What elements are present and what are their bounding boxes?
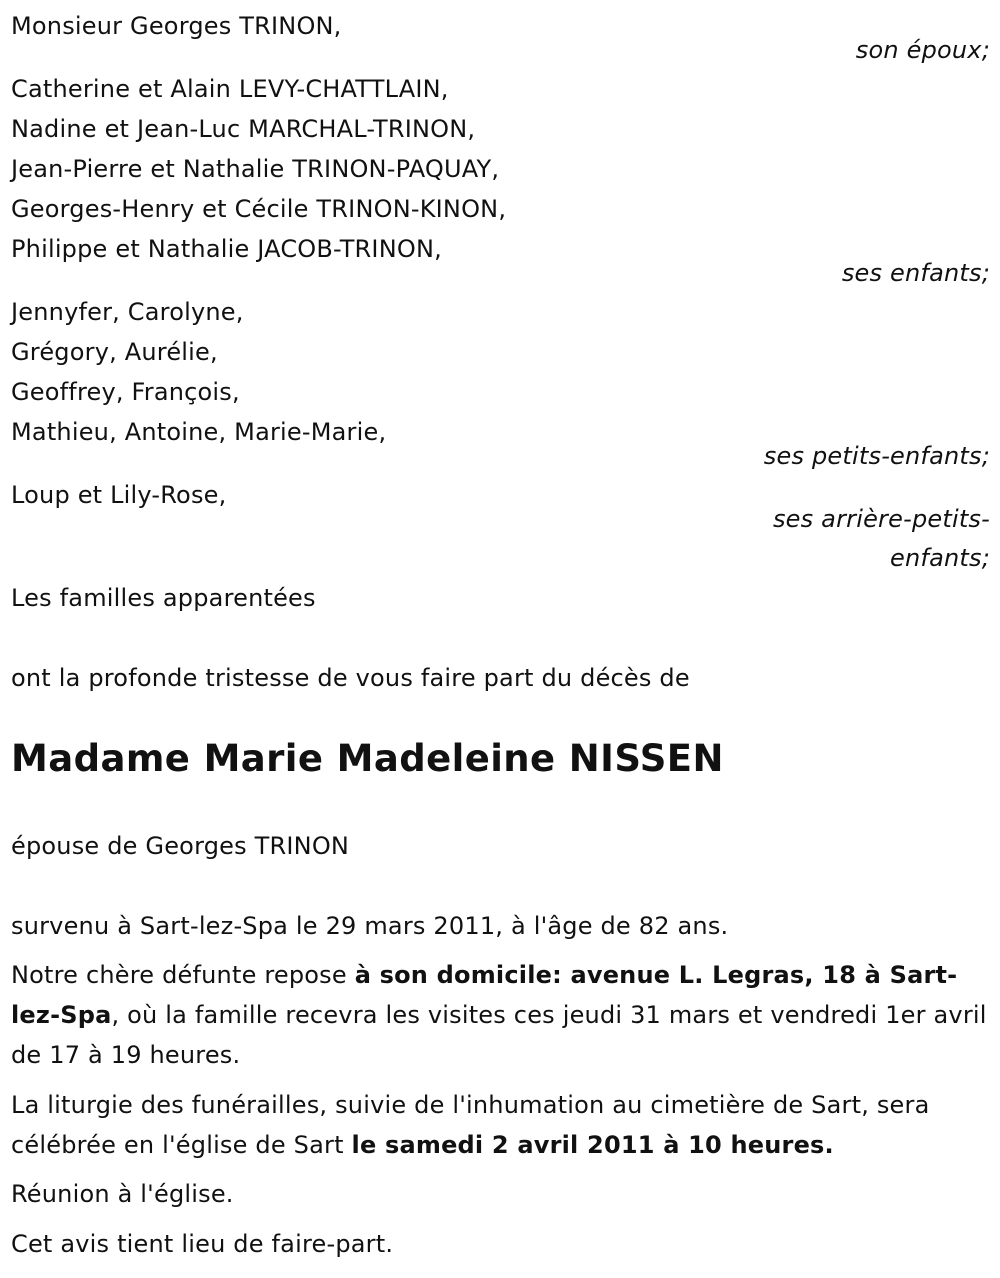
- repose-paragraph: [11, 955, 996, 1075]
- liturgy-paragraph: [11, 1085, 996, 1165]
- grandchildren-line: Jennyfer, Carolyne,: [11, 298, 244, 326]
- meeting-info: Réunion à l'église.: [11, 1180, 234, 1208]
- child-couple: Catherine et Alain LEVY-CHATTLAIN,: [11, 75, 449, 103]
- children-role: ses enfants;: [841, 259, 990, 287]
- spouse-name: Monsieur Georges TRINON,: [11, 12, 342, 40]
- great-grandchildren-role-cont: enfants;: [890, 544, 990, 572]
- deceased-name: Madame Marie Madeleine NISSEN: [11, 737, 724, 780]
- liturgy-text: La liturgie des funérailles, suivie de l'inhumation au cimetière de Sart, sera célébrée en l'église de Sart: [11, 1091, 930, 1159]
- spouse-role: son époux;: [855, 36, 990, 64]
- child-couple: Georges-Henry et Cécile TRINON-KINON,: [11, 195, 507, 223]
- grandchildren-line: Mathieu, Antoine, Marie-Marie,: [11, 418, 387, 446]
- child-couple: Nadine et Jean-Luc MARCHAL-TRINON,: [11, 115, 476, 143]
- child-couple: Philippe et Nathalie JACOB-TRINON,: [11, 235, 442, 263]
- repose-address: à son domicile: avenue L. Legras, 18 à Sart-lez-Spa: [11, 961, 958, 1029]
- grandchildren-role: ses petits-enfants;: [763, 442, 990, 470]
- related-families: Les familles apparentées: [11, 584, 316, 612]
- death-info: survenu à Sart-lez-Spa le 29 mars 2011, à l'âge de 82 ans.: [11, 912, 729, 940]
- grandchildren-line: Geoffrey, François,: [11, 378, 240, 406]
- spouse-of: épouse de Georges TRINON: [11, 832, 350, 860]
- great-grandchildren-role: ses arrière-petits-: [772, 505, 990, 533]
- grandchildren-line: Grégory, Aurélie,: [11, 338, 218, 366]
- liturgy-date: le samedi 2 avril 2011 à 10 heures.: [351, 1131, 834, 1159]
- great-grandchildren-line: Loup et Lily-Rose,: [11, 481, 227, 509]
- repose-text: Notre chère défunte repose: [11, 961, 355, 989]
- notice-info: Cet avis tient lieu de faire-part.: [11, 1230, 394, 1258]
- announcement: ont la profonde tristesse de vous faire part du décès de: [11, 664, 690, 692]
- child-couple: Jean-Pierre et Nathalie TRINON-PAQUAY,: [11, 155, 500, 183]
- repose-visits: , où la famille recevra les visites ces jeudi 31 mars et vendredi 1er avril de 17 à 19 heures.: [11, 1001, 987, 1069]
